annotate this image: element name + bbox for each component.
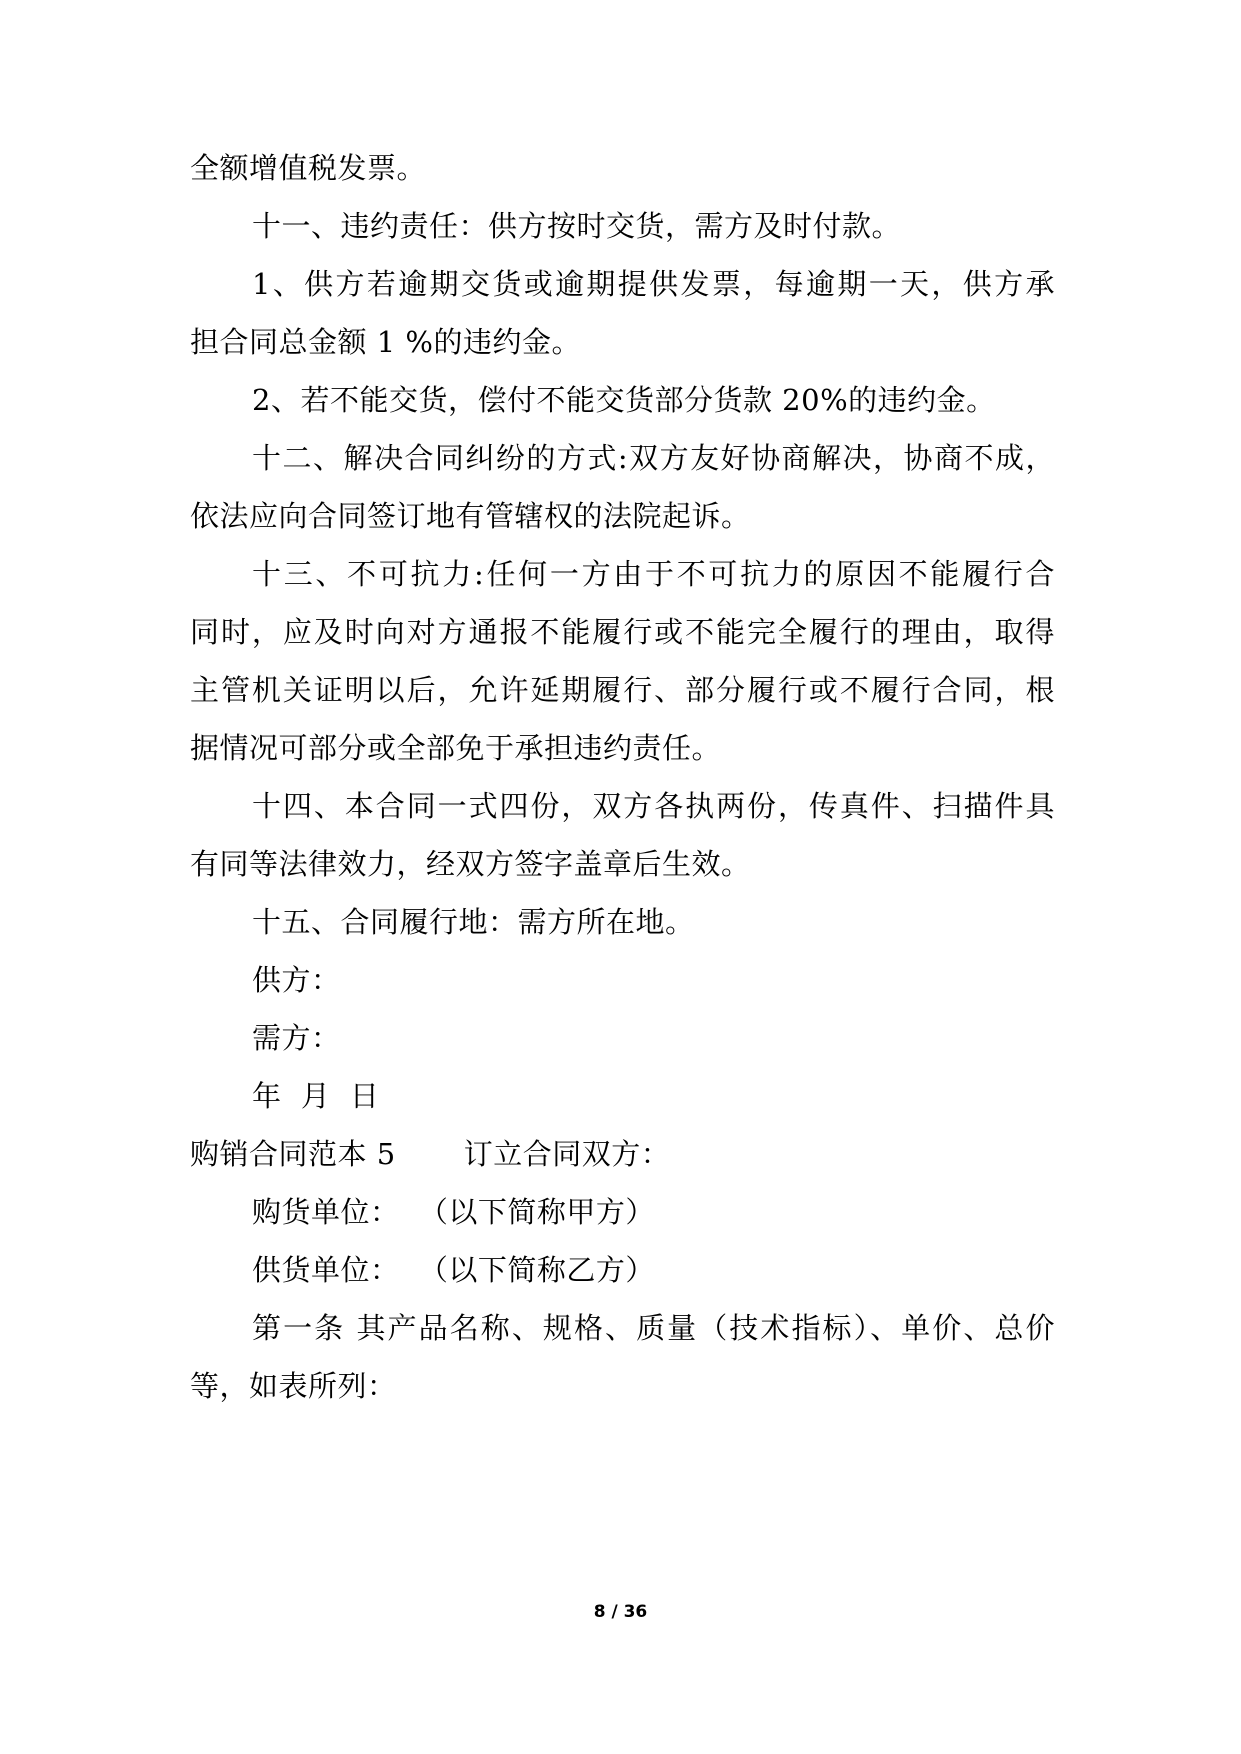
text-line: 同时，应及时向对方通报不能履行或不能完全履行的理由，取得: [190, 615, 1055, 649]
clause-13-heading: 十三、不可抗力:任何一方由于不可抗力的原因不能履行合: [252, 557, 1055, 591]
page-number: 8 / 36: [593, 1602, 648, 1622]
purchaser-line: 购货单位： （以下简称甲方）: [252, 1195, 655, 1229]
text-line: 主管机关证明以后，允许延期履行、部分履行或不履行合同，根: [190, 673, 1055, 707]
clause-15-heading: 十五、合同履行地：需方所在地。: [252, 905, 695, 939]
text-line: 等，如表所列：: [190, 1369, 397, 1403]
date-label: 年 月 日: [252, 1079, 380, 1113]
clause-11-heading: 十一、违约责任：供方按时交货，需方及时付款。: [252, 209, 902, 243]
text-line: 担合同总金额 1 %的违约金。: [190, 325, 581, 359]
text-line: 据情况可部分或全部免于承担违约责任。: [190, 731, 722, 765]
clause-11-item-1: 1、供方若逾期交货或逾期提供发票，每逾期一天，供方承: [252, 267, 1055, 301]
supplier-line: 供货单位： （以下简称乙方）: [252, 1253, 655, 1287]
text-line: 有同等法律效力，经双方签字盖章后生效。: [190, 847, 751, 881]
clause-14-heading: 十四、本合同一式四份，双方各执两份，传真件、扫描件具: [252, 789, 1055, 823]
clause-11-item-2: 2、若不能交货，偿付不能交货部分货款 20%的违约金。: [252, 383, 996, 417]
section-title: 购销合同范本 5 订立合同双方：: [190, 1137, 671, 1171]
article-1-heading: 第一条 其产品名称、规格、质量（技术指标）、单价、总价: [252, 1311, 1055, 1345]
clause-12-heading: 十二、解决合同纠纷的方式:双方友好协商解决，协商不成，: [252, 441, 1055, 475]
text-line: 依法应向合同签订地有管辖权的法院起诉。: [190, 499, 751, 533]
text-line: 全额增值税发票。: [190, 151, 427, 185]
buyer-signature-label: 需方：: [252, 1021, 341, 1055]
supplier-signature-label: 供方：: [252, 963, 341, 997]
